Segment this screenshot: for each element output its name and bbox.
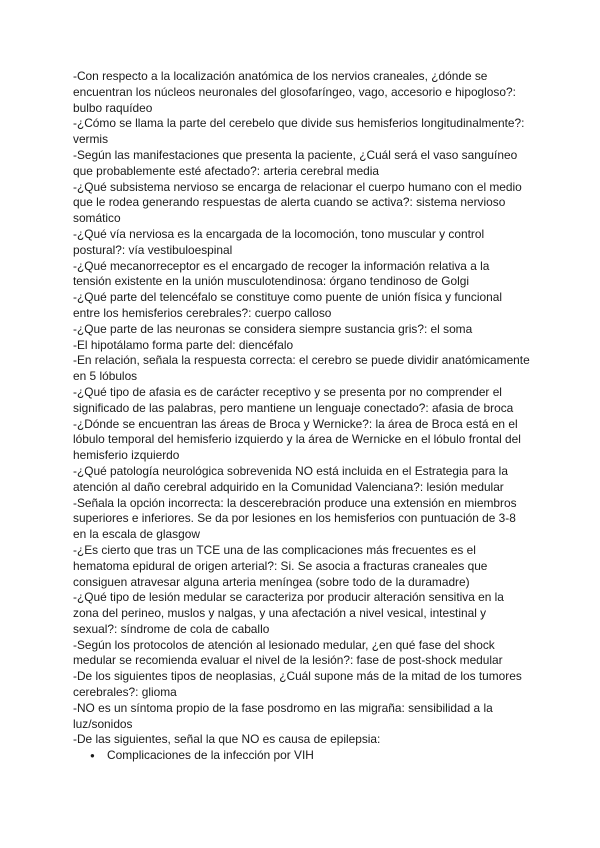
question-epilepsia: -De las siguientes, señal la que NO es causa de epilepsia: bbox=[73, 732, 381, 747]
document-page bbox=[73, 69, 531, 764]
question-afasia: -¿Qué tipo de afasia es de carácter receptivo y se presenta por no comprender el significado de las palabras, pero mantiene un lenguaje conectado?: afasia de broca bbox=[73, 384, 514, 415]
question-cola-de-caballo: -¿Qué tipo de lesión medular se caracteriza por producir alteración sensitiva en la zona del perineo, muslos y nalgas, y una afectación a nivel vesical, intestinal y sexual?: síndrome de cola de caballo bbox=[73, 590, 504, 636]
question-migrana: -NO es un síntoma propio de la fase posdromo en las migraña: sensibilidad a la luz/sonidos bbox=[73, 700, 493, 731]
question-organo-tendinoso-golgi: -¿Qué mecanorreceptor es el encargado de recoger la información relativa a la tensión existente en la unión musculotendinosa: órgano tendinoso de Golgi bbox=[73, 258, 490, 289]
question-via-vestibuloespinal: -¿Qué vía nerviosa es la encargada de la locomoción, tono muscular y control postural?: vía vestibuloespinal bbox=[73, 226, 485, 257]
question-cuerpo-calloso: -¿Qué parte del telencéfalo se constituye como puente de unión física y funcional entre los hemisferios cerebrales?: cuerpo calloso bbox=[73, 290, 502, 320]
question-shock-medular: -Según los protocolos de atención al lesionado medular, ¿en qué fase del shock medular se recomienda evaluar el nivel de la lesión?: fase de post-shock medular bbox=[73, 637, 503, 668]
question-el-soma: -¿Que parte de las neuronas se considera siempre sustancia gris?: el soma bbox=[73, 321, 473, 336]
question-glioma: -De los siguientes tipos de neoplasias, ¿Cuál supone más de la mitad de los tumores cerebrales?: glioma bbox=[73, 669, 522, 700]
question-descerebracion: -Señala la opción incorrecta: la descerebración produce una extensión en miembros superiores e inferiores. Se da por lesiones en los hemisferios con puntuación de 3-8 en la escala de glasgow bbox=[73, 495, 517, 542]
question-sistema-nervioso-somatico: -¿Qué subsistema nervioso se encarga de relacionar el cuerpo humano con el medio que le rodea generando respuestas de alerta cuando se activa?: sistema nervioso somático bbox=[73, 179, 522, 226]
question-broca-wernicke: -¿Dónde se encuentran las áreas de Broca y Wernicke?: la área de Broca está en el lóbulo temporal del hemisferio izquierdo y la área de Wernicke en el lóbulo frontal del hemisferio izquierdo bbox=[73, 416, 521, 463]
question-arteria-cerebral-media: -Según las manifestaciones que presenta la paciente, ¿Cuál será el vaso sanguíneo que probablemente esté afectado?: arteria cerebral media bbox=[73, 147, 518, 178]
question-diencefalo: -El hipotálamo forma parte del: diencéfalo bbox=[73, 337, 294, 352]
question-vermis: -¿Cómo se llama la parte del cerebelo que divide sus hemisferios longitudinalmente?: vermis bbox=[73, 116, 525, 147]
question-bulbo-raquideo: -Con respecto a la localización anatómica de los nervios craneales, ¿dónde se encuentran los núcleos neuronales del glosofaríngeo, vago, accesorio e hipogloso?: bulbo raquídeo bbox=[73, 69, 516, 115]
question-tce-hematoma: -¿Es cierto que tras un TCE una de las complicaciones más frecuentes es el hematoma epidural de origen arterial?: Si. Se asocia a fracturas craneales que consiguen atravesar alguna arteria meníngea (sobre todo de la duramadre) bbox=[73, 542, 488, 589]
question-lesion-medular: -¿Qué patología neurológica sobrevenida NO está incluida en el Estrategia para la atención al daño cerebral adquirido en la Comunidad Valenciana?: lesión medular bbox=[73, 463, 508, 494]
bullet-list bbox=[73, 748, 531, 764]
question-lobulos: -En relación, señala la respuesta correcta: el cerebro se puede dividir anatómicamente en 5 lóbulos bbox=[73, 353, 530, 384]
list-item: ● Complicaciones de la infección por VIH bbox=[90, 748, 531, 764]
